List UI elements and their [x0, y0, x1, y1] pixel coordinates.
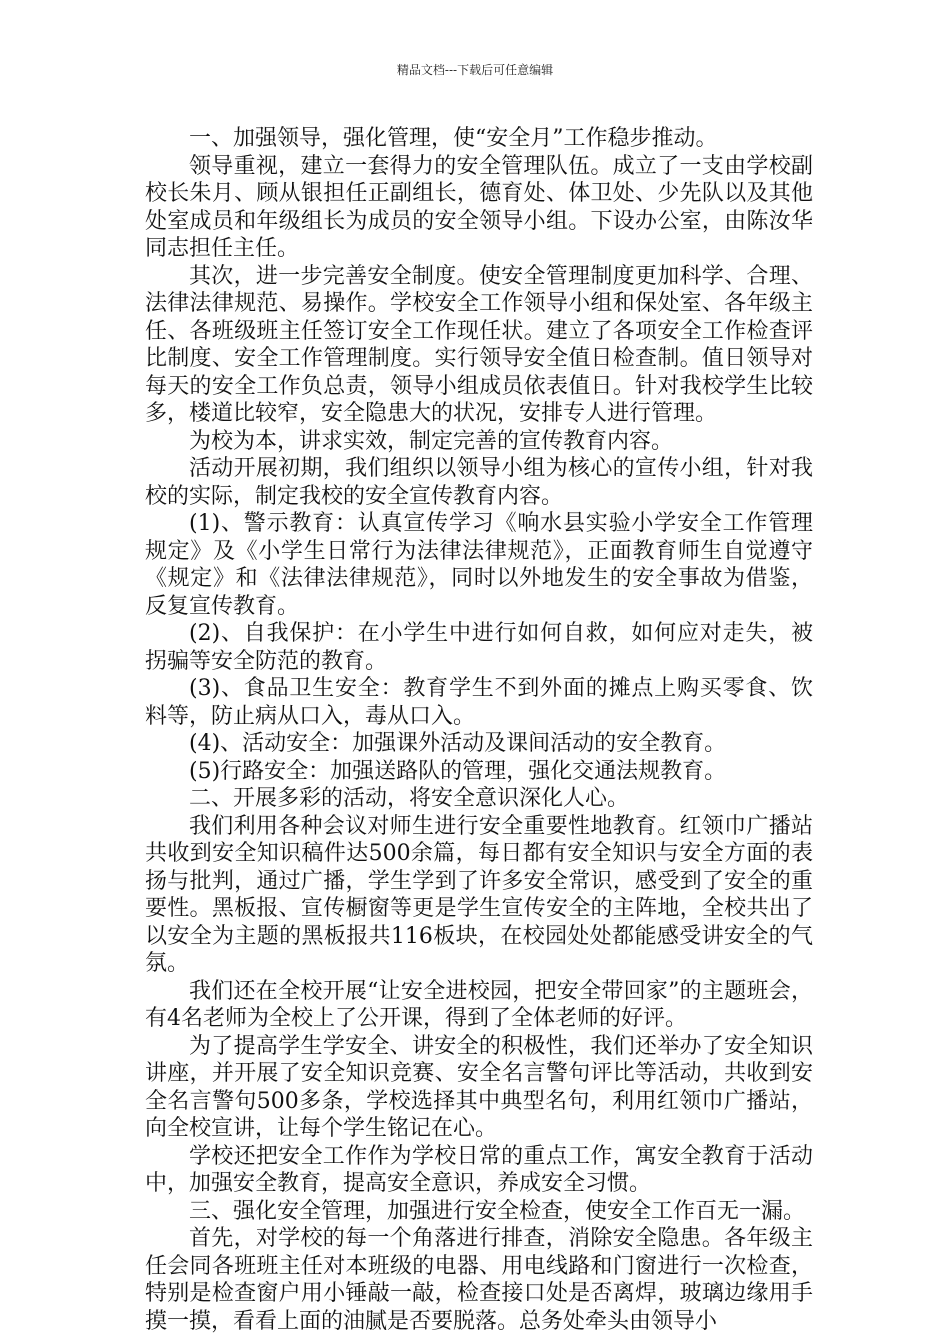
section-heading-2: 二、开展多彩的活动，将安全意识深化人心。: [189, 786, 630, 811]
paragraph: 学校还把安全工作作为学校日常的重点工作，寓安全教育于活动中，加强安全教育，提高安全意识，养成安全习惯。: [145, 1143, 813, 1196]
list-item: (1)、警示教育：认真宣传学习《响水县实验小学安全工作管理规定》及《小学生日常行为法律法律规范》，正面教育师生自觉遵守《规定》和《法律法律规范》，同时以外地发生的安全事故为借鉴，反复宣传教育。: [145, 511, 813, 619]
paragraph: 为了提高学生学安全、讲安全的积极性，我们还举办了安全知识讲座，并开展了安全知识竞赛、安全名言警句评比等活动，共收到安全名言警句500多条，学校选择其中典型名句，利用红领巾广播站，向全校宣讲，让每个学生铭记在心。: [145, 1033, 813, 1141]
document-body: [145, 125, 813, 1334]
section-heading-3: 三、强化安全管理，加强进行安全检查，使安全工作百无一漏。: [189, 1198, 806, 1224]
paragraph: 我们利用各种会议对师生进行安全重要性地教育。红领巾广播站共收到安全知识稿件达500余篇，每日都有安全知识与安全方面的表扬与批判，通过广播，学生学到了许多安全常识，感受到了安全的重要性。黑板报、宣传橱窗等更是学生宣传安全的主阵地，全校共出了以安全为主题的黑板报共116板块，在校园处处都能感受讲安全的气氛。: [145, 813, 813, 976]
paragraph: 为校为本，讲求实效，制定完善的宣传教育内容。: [189, 428, 674, 454]
list-item: (3)、食品卫生安全：教育学生不到外面的摊点上购买零食、饮料等，防止病从口入，毒从口入。: [145, 676, 813, 729]
list-item: (5)行路安全：加强送路队的管理，强化交通法规教育。: [189, 758, 727, 784]
list-item: (4)、活动安全：加强课外活动及课间活动的安全教育。: [189, 731, 727, 756]
paragraph: 活动开展初期，我们组织以领导小组为核心的宣传小组，针对我校的实际，制定我校的安全宣传教育内容。: [145, 456, 813, 509]
paragraph: 首先，对学校的每一个角落进行排查，消除安全隐患。各年级主任会同各班班主任对本班级的电器、用电线路和门窗进行一次检查，特别是检查窗户用小锤敲一敲，检查接口处是否离焊，玻璃边缘用手摸一摸，看看上面的油腻是否要脱落。总务处牵头由领导小: [145, 1226, 813, 1334]
section-heading-1: 一、加强领导，强化管理，使“安全月”工作稳步推动。: [189, 126, 718, 151]
paragraph: 其次，进一步完善安全制度。使安全管理制度更加科学、合理、法律法律规范、易操作。学校安全工作领导小组和保处室、各年级主任、各班级班主任签订安全工作现任状。建立了各项安全工作检查评比制度、安全工作管理制度。实行领导安全值日检查制。值日领导对每天的安全工作负总责，领导小组成员依表值日。针对我校学生比较多，楼道比较窄，安全隐患大的状况，安排专人进行管理。: [145, 263, 813, 426]
list-item: (2)、自我保护：在小学生中进行如何自救，如何应对走失，被拐骗等安全防范的教育。: [145, 621, 813, 674]
paragraph: 我们还在全校开展“让安全进校园，把安全带回家”的主题班会，有4名老师为全校上了公开课，得到了全体老师的好评。: [145, 978, 813, 1031]
page-header: 精品文档---下载后可任意编辑: [396, 63, 554, 77]
paragraph: 领导重视，建立一套得力的安全管理队伍。成立了一支由学校副校长朱月、顾从银担任正副组长，德育处、体卫处、少先队以及其他处室成员和年级组长为成员的安全领导小组。下设办公室，由陈汝华同志担任主任。: [145, 153, 813, 261]
